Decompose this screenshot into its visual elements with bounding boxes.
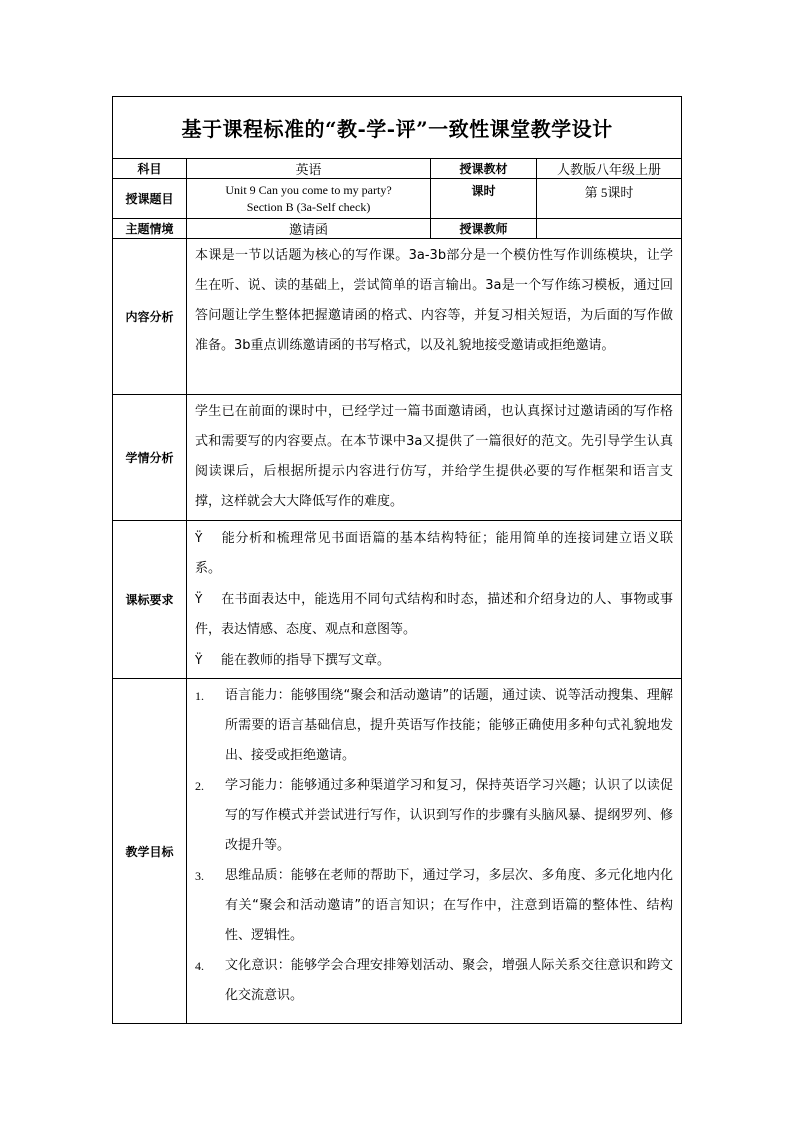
topic-value — [187, 179, 431, 219]
goal-item: 3. 思维品质：能够在老师的帮助下，通过学习，多层次、多角度、多元化地内化有关“聚会和活动邀请”的语言知识；在写作中，注意到语篇的整体性、结构性、逻辑性。 — [195, 868, 674, 943]
content-analysis-label: 内容分析 — [113, 239, 187, 395]
textbook-label: 授课教材 — [431, 159, 537, 179]
goals-list — [187, 679, 682, 1024]
subject-value: 英语 — [187, 159, 431, 179]
learner-analysis-label: 学情分析 — [113, 395, 187, 521]
lesson-label: 课时 — [431, 179, 537, 219]
topic-value-line2: Section B (3a-Self check) — [246, 199, 371, 214]
standards-list — [187, 521, 682, 679]
standards-item: Ÿ 在书面表达中，能选用不同句式结构和时态，描述和介绍身边的人、事物或事件，表达情感、态度、观点和意图等。 — [195, 584, 673, 645]
goals-label: 教学目标 — [113, 679, 187, 1024]
standards-label: 课标要求 — [113, 521, 187, 679]
subject-label: 科目 — [113, 159, 187, 179]
learner-analysis-text: 学生已在前面的课时中，已经学过一篇书面邀请函，也认真探讨过邀请函的写作格式和需要写的内容要点。在本节课中3a又提供了一篇很好的范文。先引导学生认真阅读课后，后根据所提示内容进行仿写，并给学生提供必要的写作框架和语言支撑，这样就会大大降低写作的难度。 — [187, 395, 682, 521]
bullet-icon: Ÿ — [195, 653, 203, 667]
standards-item: Ÿ 能在教师的指导下撰写文章。 — [195, 645, 673, 676]
document-title: 基于课程标准的“教-学-评”一致性课堂教学设计 — [113, 97, 682, 159]
goal-item: 1. 语言能力：能够围绕“聚会和活动邀请”的话题，通过读、说等活动搜集、理解所需要的语言基础信息，提升英语写作技能；能够正确使用多种句式礼貌地发出、接受或拒绝邀请。 — [195, 688, 674, 763]
topic-value-line1: Unit 9 Can you come to my party? — [225, 182, 392, 197]
theme-label: 主题情境 — [113, 219, 187, 239]
teacher-label: 授课教师 — [431, 219, 537, 239]
theme-value: 邀请函 — [187, 219, 431, 239]
bullet-icon: Ÿ — [195, 531, 203, 545]
bullet-icon: Ÿ — [195, 592, 203, 606]
topic-label: 授课题目 — [113, 179, 187, 219]
content-analysis-text: 本课是一节以话题为核心的写作课。3a-3b部分是一个模仿性写作训练模块，让学生在听、说、读的基础上，尝试简单的语言输出。3a是一个写作练习模板，通过回答问题让学生整体把握邀请函的格式、内容等，并复习相关短语，为后面的写作做准备。3b重点训练邀请函的书写格式，以及礼貌地接受邀请或拒绝邀请。 — [187, 239, 682, 395]
goal-item: 2. 学习能力：能够通过多种渠道学习和复习，保持英语学习兴趣；认识了以读促写的写作模式并尝试进行写作，认识到写作的步骤有头脑风暴、提纲罗列、修改提升等。 — [195, 778, 674, 853]
standards-item: Ÿ 能分析和梳理常见书面语篇的基本结构特征；能用简单的连接词建立语义联系。 — [195, 523, 673, 584]
lesson-value: 第 5课时 — [537, 179, 682, 219]
goal-item: 4. 文化意识：能够学会合理安排筹划活动、聚会，增强人际关系交往意识和跨文化交流意识。 — [195, 958, 674, 1003]
textbook-value: 人教版八年级上册 — [537, 159, 682, 179]
teacher-value — [537, 219, 682, 239]
lesson-design-table — [112, 96, 682, 1024]
